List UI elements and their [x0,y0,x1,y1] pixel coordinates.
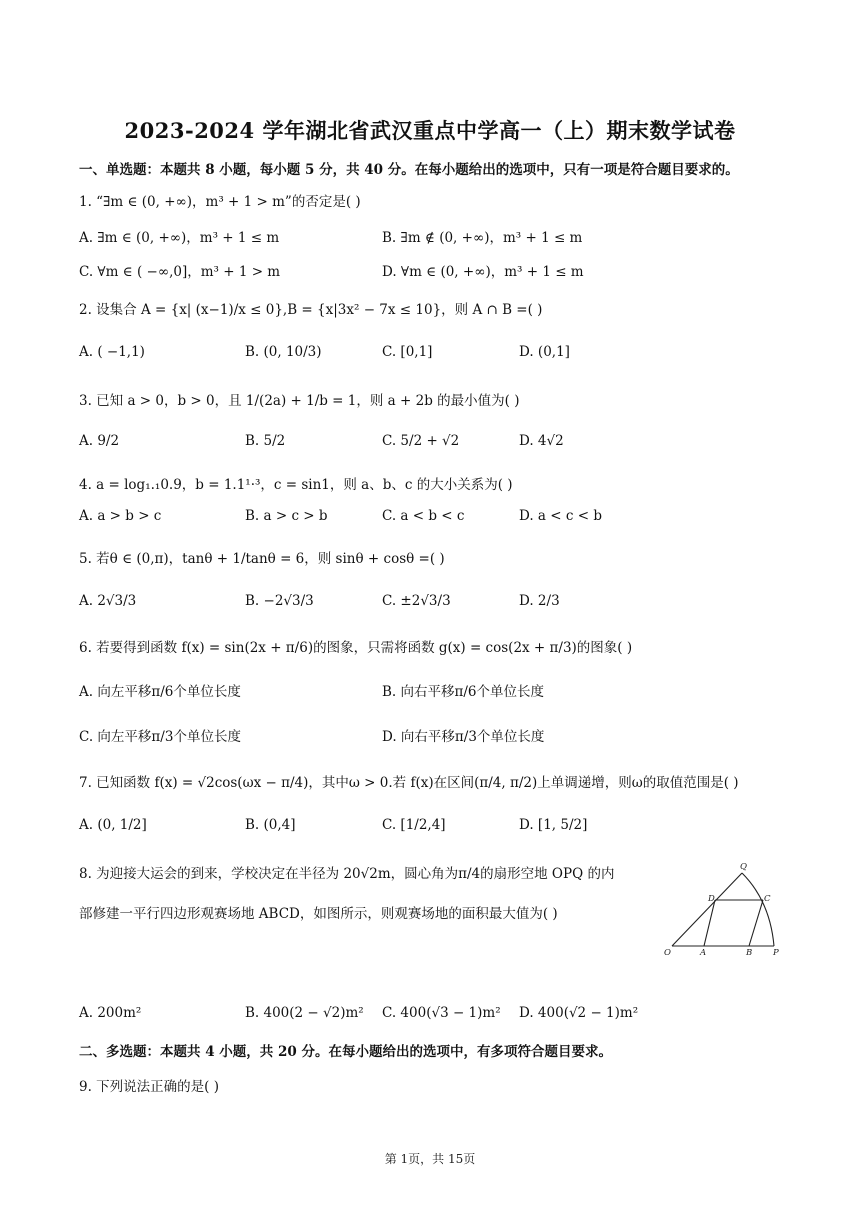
question-2-option-b: B. (0, 10/3) [245,344,322,360]
question-7-stem: 7. 已知函数 f(x) = √2cos(ωx − π/4)，其中ω > 0.若 f(x)在区间(π/4, π/2)上单调递增，则ω的取值范围是( ) [79,775,739,791]
question-7-option-b: B. (0,4] [245,817,296,833]
page-title: 2023-2024 学年湖北省武汉重点中学高一（上）期末数学试卷 [124,118,736,143]
question-1-option-a: A. ∃m ∈ (0, +∞)，m³ + 1 ≤ m [79,230,280,246]
page-footer: 第 1页，共 15页 [384,1152,476,1166]
section-heading-multi-choice: 二、多选题：本题共 4 小题，共 20 分。在每小题给出的选项中，有多项符合题目要求。 [79,1044,612,1060]
question-8-option-a: A. 200m² [79,1005,142,1021]
question-3-option-d: D. 4√2 [519,433,564,449]
question-2-stem: 2. 设集合 A = {x| (x−1)/x ≤ 0},B = {x|3x² − 7x ≤ 10}，则 A ∩ B =( ) [79,302,543,318]
question-3-option-c: C. 5/2 + √2 [382,433,460,449]
label-o: O [664,948,671,958]
question-8-option-b: B. 400(2 − √2)m² [245,1005,364,1021]
label-c: C [764,894,771,904]
question-8-option-c: C. 400(√3 − 1)m² [382,1005,501,1021]
question-7-option-d: D. [1, 5/2] [519,817,588,833]
question-1-option-d: D. ∀m ∈ (0, +∞)，m³ + 1 ≤ m [382,264,584,280]
question-3-option-b: B. 5/2 [245,433,286,449]
question-6-option-b: B. 向右平移π/6个单位长度 [382,684,545,700]
side-bc [749,900,763,946]
question-4-option-d: D. a < c < b [519,508,602,524]
question-4-option-c: C. a < b < c [382,508,465,524]
question-8-option-d: D. 400(√2 − 1)m² [519,1005,639,1021]
label-q: Q [740,862,747,872]
question-5-stem: 5. 若θ ∈ (0,π)，tanθ + 1/tanθ = 6，则 sinθ + cosθ =( ) [79,551,445,567]
question-3-option-a: A. 9/2 [79,433,120,449]
question-6-stem: 6. 若要得到函数 f(x) = sin(2x + π/6)的图象，只需将函数 g(x) = cos(2x + π/3)的图象( ) [79,640,633,656]
question-7-option-a: A. (0, 1/2] [79,817,147,833]
question-8-stem-line-2: 部修建一平行四边形观赛场地 ABCD，如图所示，则观赛场地的面积最大值为( ) [79,906,558,922]
question-4-stem: 4. a = log₁.₁0.9，b = 1.1¹·³，c = sin1，则 a、b、c 的大小关系为( ) [79,477,513,493]
question-1-option-c: C. ∀m ∈ ( −∞,0]，m³ + 1 > m [79,264,281,280]
question-6-option-d: D. 向右平移π/3个单位长度 [382,729,545,745]
question-2-option-c: C. [0,1] [382,344,433,360]
question-7-option-c: C. [1/2,4] [382,817,446,833]
question-4-option-a: A. a > b > c [79,508,162,524]
label-d: D [708,894,715,904]
sector-figure [660,856,785,958]
label-a: A [700,948,707,958]
section-heading-single-choice: 一、单选题：本题共 8 小题，每小题 5 分，共 40 分。在每小题给出的选项中，只有一项是符合题目要求的。 [79,162,739,178]
arc-pq [742,873,774,946]
question-4-option-b: B. a > c > b [245,508,328,524]
question-5-option-d: D. 2/3 [519,593,560,609]
question-2-option-d: D. (0,1] [519,344,570,360]
question-6-option-a: A. 向左平移π/6个单位长度 [79,684,241,700]
question-1-stem: 1. “∃m ∈ (0, +∞)，m³ + 1 > m”的否定是( ) [79,194,361,210]
label-p: P [773,948,779,958]
question-9-stem: 9. 下列说法正确的是( ) [79,1079,219,1095]
label-b: B [746,948,753,958]
question-1-option-b: B. ∃m ∉ (0, +∞)，m³ + 1 ≤ m [382,230,583,246]
question-3-stem: 3. 已知 a > 0，b > 0，且 1/(2a) + 1/b = 1，则 a + 2b 的最小值为( ) [79,393,520,409]
question-5-option-c: C. ±2√3/3 [382,593,451,609]
question-2-option-a: A. ( −1,1) [79,344,145,360]
question-5-option-b: B. −2√3/3 [245,593,314,609]
question-6-option-c: C. 向左平移π/3个单位长度 [79,729,241,745]
question-8-stem-line-1: 8. 为迎接大运会的到来，学校决定在半径为 20√2m，圆心角为π/4的扇形空地 OPQ 的内 [79,866,615,882]
question-5-option-a: A. 2√3/3 [79,593,137,609]
